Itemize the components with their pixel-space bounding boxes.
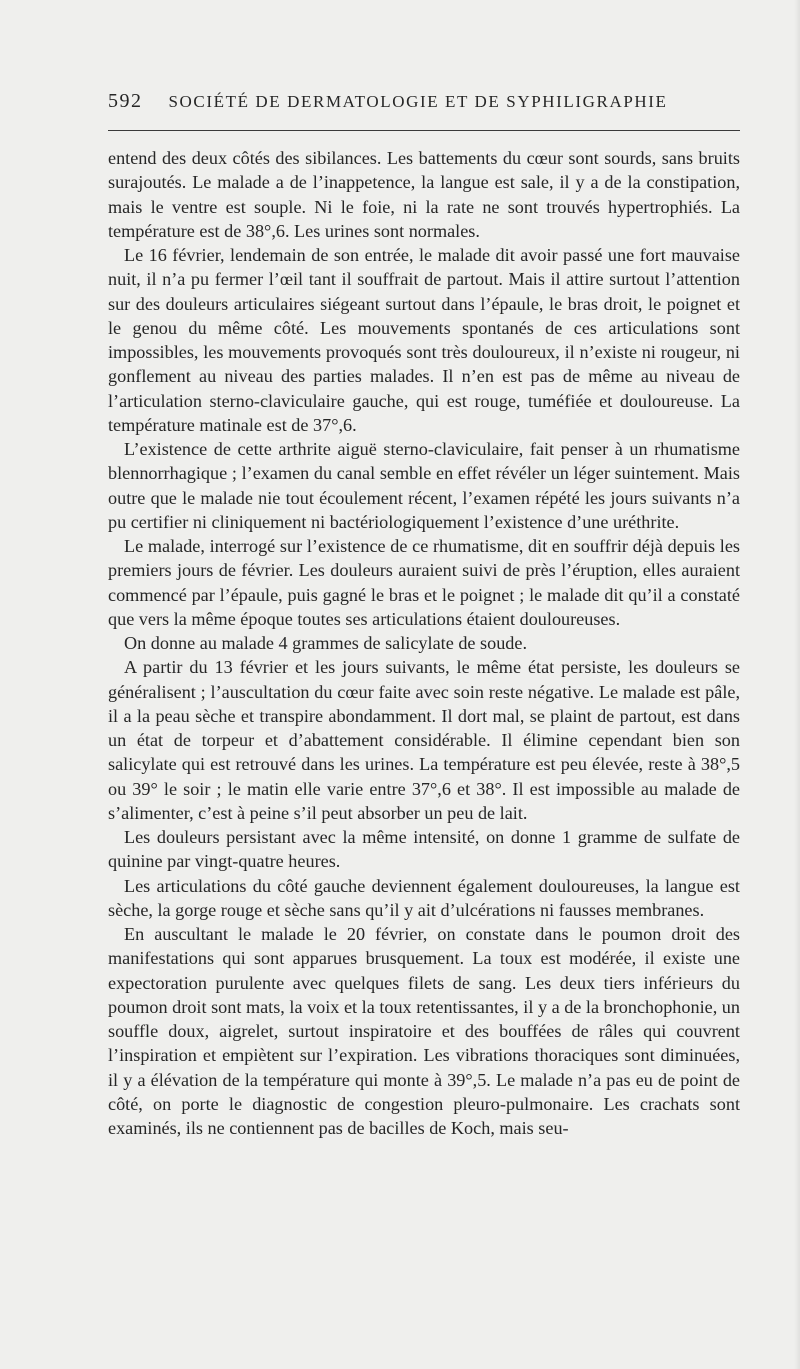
header-rule xyxy=(108,130,740,131)
paragraph: Les articulations du côté gauche deviennent également douloureuses, la langue est sèche, la gorge rouge et sèche sans qu’il y ait d’ulcérations ni fausses membranes. xyxy=(108,875,740,920)
paragraph: entend des deux côtés des sibilances. Les battements du cœur sont sourds, sans bruits surajoutés. Le malade a de l’inappetence, la langue est sale, il y a de la constipation, mais le ventre est souple. Ni le foie, ni la rate ne sont trouvés hypertrophiés. La température est de 38°,6. Les urines sont normales. xyxy=(108,148,740,241)
page-edge-shadow xyxy=(794,0,800,1369)
paragraph: L’existence de cette arthrite aiguë sterno-claviculaire, fait penser à un rhumatisme blennorrhagique ; l’examen du canal semble en effet révéler un léger suintement. Mais outre que le malade nie tout écoulement récent, l’examen répété les jours suivants n’a pu certifier ni cliniquement ni bactériologiquement l’existence d’une uréthrite. xyxy=(108,439,740,532)
paragraph: Le malade, interrogé sur l’existence de ce rhumatisme, dit en souffrir déjà depuis les premiers jours de février. Les douleurs auraient suivi de près l’éruption, elles auraient commencé par l’épaule, puis gagné le bras et le poignet ; le malade dit qu’il a constaté que vers la même époque toutes ses articulations étaient douloureuses. xyxy=(108,536,740,629)
paragraph: Le 16 février, lendemain de son entrée, le malade dit avoir passé une fort mauvaise nuit, il n’a pu fermer l’œil tant il souffrait de partout. Mais il attire surtout l’attention sur des douleurs articulaires siégeant surtout dans l’épaule, le bras droit, le poignet et le genou du même côté. Les mouvements spontanés de ces articulations sont impossibles, les mouvements provoqués sont très douloureux, il n’existe ni rougeur, ni gonflement au niveau des parties malades. Il n’en est pas de même au niveau de l’articulation sterno-claviculaire gauche, qui est rouge, tuméfiée et douloureuse. La température matinale est de 37°,6. xyxy=(108,245,740,435)
body-text xyxy=(108,146,740,1140)
paragraph: En auscultant le malade le 20 février, on constate dans le poumon droit des manifestations qui sont apparues brusquement. La toux est modérée, il existe une expectoration purulente avec quelques filets de sang. Les deux tiers inférieurs du poumon droit sont mats, la voix et la toux retentissantes, il y a de la bronchophonie, un souffle doux, aigrelet, surtout inspiratoire et des bouffées de râles qui couvrent l’inspiration et empiètent sur l’expiration. Les vibrations thoraciques sont diminuées, il y a élévation de la température qui monte à 39°,5. Le malade n’a pas eu de point de côté, on porte le diagnostic de congestion pleuro-pulmonaire. Les crachats sont examinés, ils ne contiennent pas de bacilles de Koch, mais seu- xyxy=(108,924,740,1138)
paragraph: Les douleurs persistant avec la même intensité, on donne 1 gramme de sulfate de quinine par vingt-quatre heures. xyxy=(108,827,740,872)
page-number: 592 xyxy=(108,90,143,112)
paragraph: On donne au malade 4 grammes de salicylate de soude. xyxy=(124,633,528,653)
paragraph: A partir du 13 février et les jours suivants, le même état persiste, les douleurs se généralisent ; l’auscultation du cœur faite avec soin reste négative. Le malade est pâle, il a la peau sèche et transpire abondamment. Il dort mal, se plaint de partout, est dans un état de torpeur et d’abattement considérable. Il élimine cependant bien son salicylate qui est retrouvé dans les urines. La température est peu élevée, reste à 38°,5 ou 39° le soir ; le matin elle varie entre 37°,6 et 38°. Il est impossible au malade de s’alimenter, c’est à peine s’il peut absorber un peu de lait. xyxy=(108,657,740,823)
running-header xyxy=(108,90,740,113)
running-title: SOCIÉTÉ DE DERMATOLOGIE ET DE SYPHILIGRAPHIE xyxy=(168,92,668,111)
